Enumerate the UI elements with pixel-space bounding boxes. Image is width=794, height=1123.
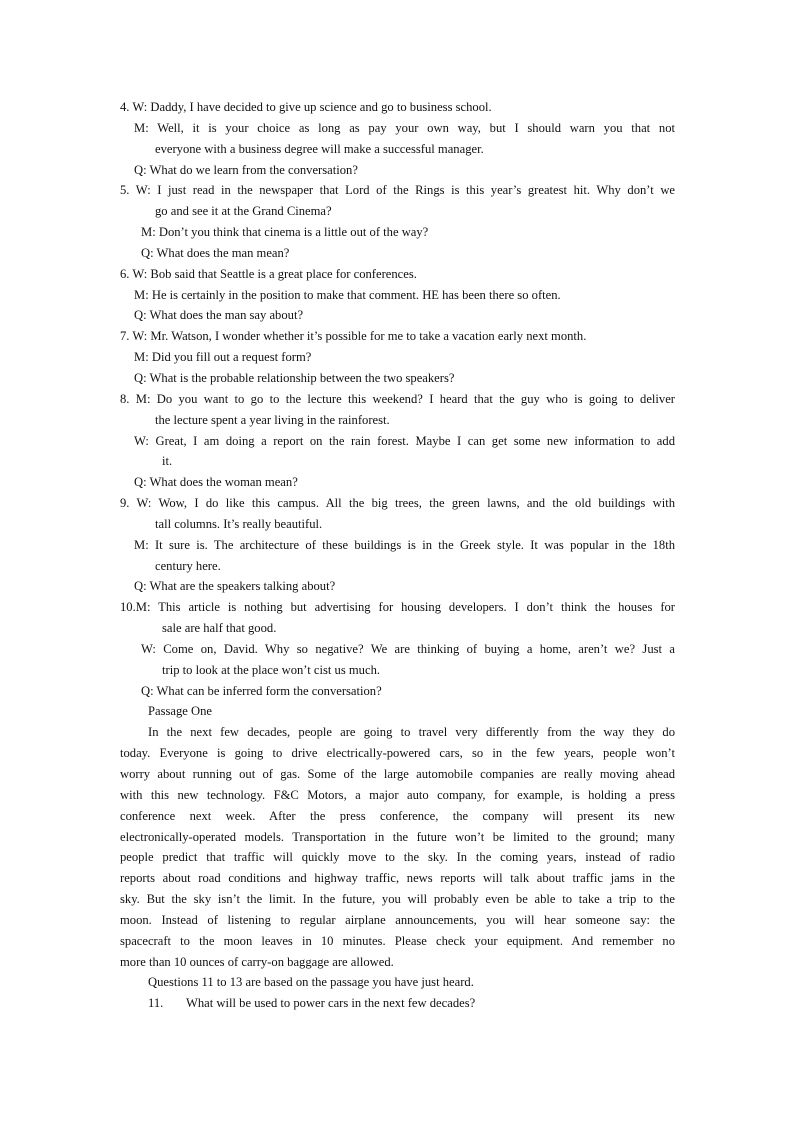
passage-line: conference next week. After the press conference, the company will present its new: [120, 808, 675, 823]
passage-title: Passage One: [148, 704, 213, 719]
dialog-4-question: Q: What do we learn from the conversation?: [134, 162, 358, 177]
dialog-5-woman-line-cont: go and see it at the Grand Cinema?: [155, 204, 332, 219]
dialog-9-man-line-cont: century here.: [155, 558, 221, 573]
dialog-8-question: Q: What does the woman mean?: [134, 475, 298, 490]
dialog-6-question: Q: What does the man say about?: [134, 308, 304, 323]
dialog-10-question: Q: What can be inferred form the conversation?: [141, 683, 382, 698]
passage-instruction: Questions 11 to 13 are based on the passage you have just heard.: [148, 975, 474, 990]
passage-line: with this new technology. F&C Motors, a major auto company, for example, is holding a press: [120, 787, 675, 802]
question-11-text: What will be used to power cars in the next few decades?: [186, 996, 476, 1011]
dialog-8-man-line-cont: the lecture spent a year living in the rainforest.: [155, 412, 390, 427]
dialog-5-woman-line: 5. W: I just read in the newspaper that Lord of the Rings is this year’s greatest hit. Why don’t we: [120, 183, 675, 198]
passage-line: spacecraft to the moon leaves in 10 minutes. Please check your equipment. And remember no: [120, 933, 675, 948]
dialog-10-man-line-cont: sale are half that good.: [162, 621, 277, 636]
passage-line: electronically-operated models. Transportation in the future won’t be limited to the ground; many: [120, 829, 675, 844]
dialog-5-man-line: M: Don’t you think that cinema is a little out of the way?: [141, 225, 429, 240]
passage-line: In the next few decades, people are going to travel very differently from the way they do: [148, 725, 675, 740]
question-11: [120, 993, 675, 1014]
dialog-10-man-line: 10.M: This article is nothing but advertising for housing developers. I don’t think the houses for: [120, 600, 675, 615]
dialog-7-man-line: M: Did you fill out a request form?: [134, 350, 312, 365]
passage-line: worry about running out of gas. Some of the large automobile companies are really moving ahead: [120, 767, 675, 781]
passage-line: moon. Instead of listening to regular airplane announcements, you will hear someone say: the: [120, 912, 675, 927]
passage-line: people predict that traffic will quickly move to the sky. In the coming years, instead of radio: [120, 850, 675, 865]
dialog-9-woman-line-cont: tall columns. It’s really beautiful.: [155, 516, 323, 531]
dialog-10-woman-line: W: Come on, David. Why so negative? We are thinking of buying a home, aren’t we? Just a: [141, 641, 675, 656]
dialog-7-question: Q: What is the probable relationship between the two speakers?: [134, 370, 455, 385]
dialog-7-woman-line: 7. W: Mr. Watson, I wonder whether it’s possible for me to take a vacation early next month.: [120, 329, 587, 344]
dialog-8-man-line: 8. M: Do you want to go to the lecture this weekend? I heard that the guy who is going to deliver: [120, 391, 675, 406]
dialog-9-man-line: M: It sure is. The architecture of these buildings is in the Greek style. It was popular in the 18th: [134, 537, 675, 552]
passage-line: more than 10 ounces of carry-on baggage are allowed.: [120, 954, 394, 969]
dialog-5-question: Q: What does the man mean?: [141, 245, 290, 260]
passage-line: today. Everyone is going to drive electrically-powered cars, so in the few years, people won’t: [120, 746, 675, 761]
question-11-number: 11.: [148, 996, 164, 1011]
passage-line: reports about road conditions and highway traffic, news reports will talk about traffic jams in the: [120, 871, 675, 886]
dialog-8-woman-line-cont: it.: [162, 454, 173, 469]
dialog-6-woman-line: 6. W: Bob said that Seattle is a great place for conferences.: [120, 266, 417, 281]
passage-body: [120, 722, 675, 972]
dialog-4-woman-line: 4. W: Daddy, I have decided to give up science and go to business school.: [120, 100, 492, 114]
passage-line: sky. But the sky isn’t the limit. In the future, you will probably even be able to take a trip to the: [120, 892, 675, 907]
dialog-9-woman-line: 9. W: Wow, I do like this campus. All the big trees, the green lawns, and the old buildings with: [120, 496, 675, 511]
dialog-10-woman-line-cont: trip to look at the place won’t cist us much.: [162, 662, 381, 677]
dialog-6-man-line: M: He is certainly in the position to make that comment. HE has been there so often.: [134, 287, 561, 302]
dialog-8-woman-line: W: Great, I am doing a report on the rain forest. Maybe I can get some new information to add: [134, 433, 675, 448]
dialog-4-man-line-cont: everyone with a business degree will make a successful manager.: [155, 141, 484, 156]
dialog-9-question: Q: What are the speakers talking about?: [134, 579, 336, 594]
dialog-4-man-line: M: Well, it is your choice as long as pay your own way, but I should warn you that not: [134, 120, 675, 135]
document-page: [120, 97, 675, 1014]
